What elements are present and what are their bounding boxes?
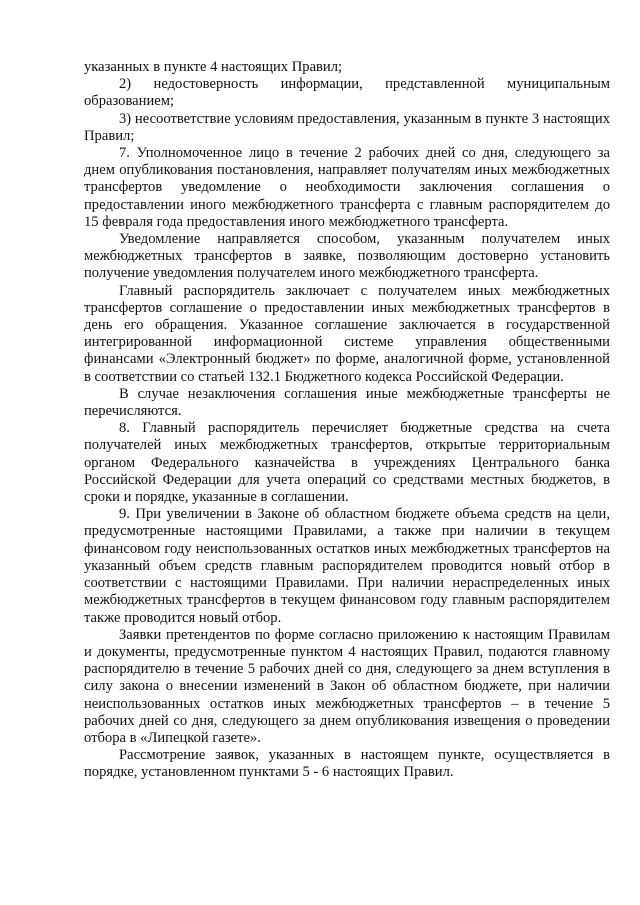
paragraph-agreement: Главный распорядитель заключает с получателем иных межбюджетных трансфертов соглашение о предоставлении иных межбюджетных трансфертов в день его обращения. Указанное соглашение заключается в государственной интегрированной информационной системе управления общественными финансами «Электронный бюджет» по форме, аналогичной форме, установленной в соответствии со статьей 132.1 Бюджетного кодекса Российской Федерации. — [84, 282, 610, 385]
paragraph-clause-8: 8. Главный распорядитель перечисляет бюджетные средства на счета получателей иных межбюджетных трансфертов, открытые территориальным органом Федерального казначейства в учреждениях Центрального банка Российской Федерации для учета операций со средствами местных бюджетов, в сроки и порядке, указанные в соглашении. — [84, 420, 610, 506]
paragraph-item-3: 3) несоответствие условиям предоставления, указанным в пункте 3 настоящих Правил; — [84, 110, 610, 144]
paragraph-notification-method: Уведомление направляется способом, указанным получателем иных межбюджетных трансфертов в заявке, позволяющим достоверно установить получение уведомления получателем иного межбюджетного трансферта. — [84, 231, 610, 282]
document-page — [84, 59, 610, 782]
paragraph-clause-9: 9. При увеличении в Законе об областном бюджете объема средств на цели, предусмотренные настоящими Правилами, а также при наличии в текущем финансовом году неиспользованных остатков иных межбюджетных трансфертов на указанный объем средств главным распорядителем проводится новый отбор в соответствии с настоящими Правилами. При наличии нераспределенных иных межбюджетных трансфертов в текущем финансовом году главным распорядителем также проводится новый отбор. — [84, 506, 610, 626]
paragraph-clause-7: 7. Уполномоченное лицо в течение 2 рабочих дней со дня, следующего за днем опубликования постановления, направляет получателям иных межбюджетных трансфертов уведомление о необходимости заключения соглашения о предоставлении иного межбюджетного трансферта с главным распорядителем до 15 февраля года предоставления иного межбюджетного трансферта. — [84, 145, 610, 230]
paragraph-applications: Заявки претендентов по форме согласно приложению к настоящим Правилам и документы, предусмотренные пунктом 4 настоящих Правил, подаются главному распорядителю в течение 5 рабочих дней со дня, следующего за днем вступления в силу закона о внесении изменений в Закон об областном бюджете, при наличии неиспользованных остатков иных межбюджетных трансфертов – в течение 5 рабочих дней со дня, следующего за днем опубликования извещения о проведении отбора в «Липецкой газете». — [84, 626, 610, 746]
paragraph-no-agreement: В случае незаключения соглашения иные межбюджетные трансферты не перечисляются. — [84, 385, 610, 420]
paragraph-review: Рассмотрение заявок, указанных в настоящем пункте, осуществляется в порядке, установленном пунктами 5 - 6 настоящих Правил. — [84, 747, 610, 781]
paragraph-continuation: указанных в пункте 4 настоящих Правил; — [84, 59, 343, 75]
paragraph-item-2: 2) недостоверность информации, представленной муниципальным образованием; — [84, 76, 610, 110]
